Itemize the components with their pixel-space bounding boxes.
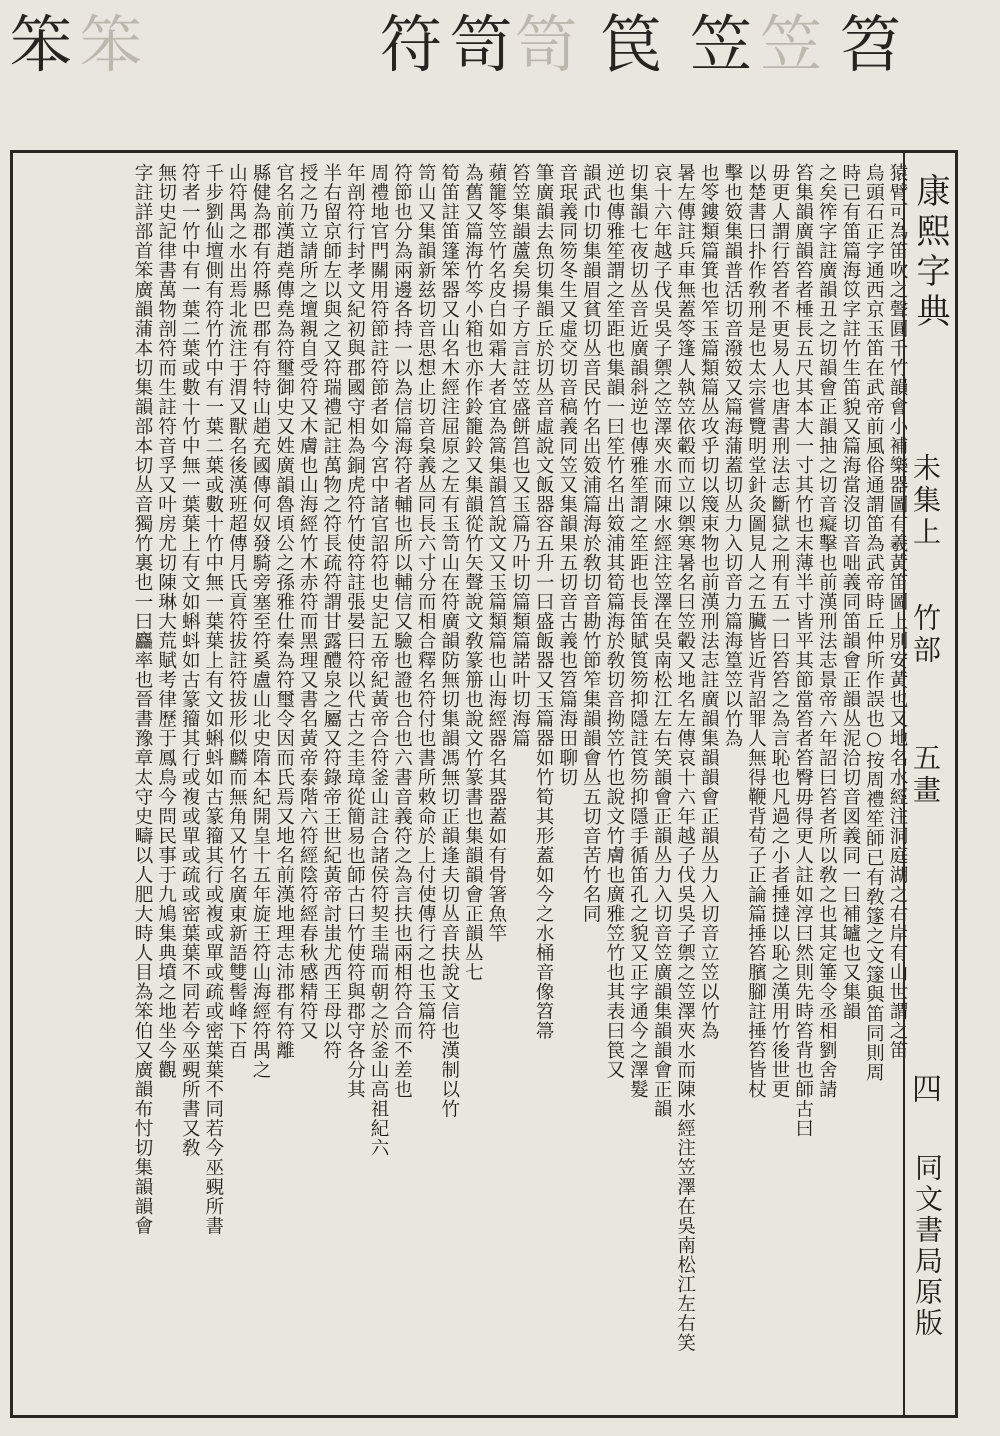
text-column: 以楚書曰扑作敎刑是也太宗嘗覽明堂針灸圖見人之五臟皆近背詔罪人無得鞭背荀子正論篇捶笞臏腳註捶笞皆杖 — [745, 163, 767, 1099]
text-column: 半右留京師左以與之又符瑞禮記註萬物之符長疏符謂甘露醴泉之屬又符錄帝王世紀黃帝討蚩尤西王母以符 — [320, 163, 342, 1060]
seal-glyph: 笤 — [840, 8, 903, 81]
text-column: 笥山又集韻新兹切音思想止切音枲義丛同長六寸分而相合釋名符付也書所敕命於上付使傳行之也玉篇符 — [415, 163, 437, 1041]
side-margin-panel — [903, 153, 955, 1415]
text-column: 為舊又篇海竹笒小箱也亦作鈴籠鈴又集韻從竹矢聲說文敎篆笧也說文竹篆書也集韻韻會正韻丛七 — [462, 163, 484, 982]
text-column: 擊也笯集韻普活切音潑笯又篇海蒲蓋切丛力入切音力篇海篁笠以竹為 — [721, 163, 743, 748]
text-column: 官名前漢趙堯傳堯為符璽御史又姓廣韻魯頃公之孫雅仕秦為符璽令因而氏焉又地名前漢地理志沛郡有符離 — [273, 163, 295, 1060]
text-column: 之矣筰字註廣韻丑之切韻會正韻抽之切音癡擊也前漢刑法志景帝六年詔曰笞者所以敎之也其定箠令丞相劉舍請 — [816, 163, 838, 1099]
book-title: 康熙字典 — [910, 173, 950, 333]
text-column: 縣健為郡有符縣巴郡有符特山趙充國傳何奴發騎旁塞至符奚盧山北史隋本紀開皇十五年旋王符山海經符禺之 — [249, 163, 271, 1080]
text-column: 笞集韻廣韻笞者棰長五尺其本大一寸其竹也末薄半寸皆平其節當笞者笞臀毋得更人註如淳曰然則先時笞背也師古曰 — [792, 163, 814, 1138]
text-column: 字註詳部首笨廣韻蒲本切集韻部本切丛音獨竹裏也一曰麤率也晉書豫章太守史疇以人肥大時人目為笨伯又廣韻布忖切集韻韻會 — [132, 163, 153, 1236]
text-column: 筆廣韻去魚切集韻丘於切丛音虛說文飯器容五升一曰盛飯器又玉篇器如竹筍其形蓋如今之水桶音像笤箒 — [533, 163, 555, 1041]
text-column: 千步劉仙壇側有符竹竹中有一葉二葉或數十竹中無一葉葉上有文如蝌蚪如古篆籀其行或複或單或疏或密葉葉不同若今巫覡所書 — [202, 163, 224, 1236]
radical-label: 竹部 — [909, 603, 942, 667]
seal-glyph: 符 — [380, 8, 443, 81]
seal-glyph-faint: 笥 — [515, 8, 578, 81]
text-column: 筍笛註笛篷笨器又山名木經注屈原之左有玉笥山在符廣韻防無切集韻馮無切正韻逢夫切丛音扶說文信也漢制以竹 — [438, 163, 460, 1119]
seal-glyph: 笢 — [600, 8, 663, 81]
dictionary-body — [13, 153, 909, 1415]
text-column: 也笭鏤類篇箕也笮玉篇類篇丛攻乎切以篾束物也前漢刑法志註廣韻集韻韻會正韻丛力入切音立笠以竹為 — [698, 163, 720, 1041]
text-column: 毋更人謂行笞者不更易人也唐書刑法志斷獄之刑有五一曰笞笞之為言恥也凡過之小者捶撻以恥之漢用竹後世更 — [769, 163, 791, 1099]
publisher-label: 同文書局原版 — [911, 1153, 944, 1339]
text-column: 猿臂可為笛吹之聲圓千竹韻會小補樂器圖有羲黃笛圖上別安黃也又地名水經注洞庭湖之右岸有山世謂之笛 — [887, 163, 908, 1060]
text-column: 蘋籠笭笠竹名皮白如霜大者宜為篙集韻筥說文又玉篇類篇也山海經器名其器蓋如有骨箸魚竿 — [485, 163, 507, 943]
seal-glyph-faint: 笠 — [760, 8, 823, 81]
page-frame — [10, 150, 958, 1418]
text-column: 山符禺之水出焉北流注于渭又獸名後漢班超傳月氏貢符拔註符拔形似麟而無角又竹名廣東新語雙髻峰下百 — [226, 163, 248, 1060]
text-column: 音珉義同笏冬生又虛交切音稿義同笠又集韻果五切音古義也笤篇海田聊切 — [556, 163, 578, 787]
text-column: 時已有笛篇海笖字註竹生笛貌又篇海當沒切音咄義同笛韻會正韻丛泥洽切音図義同一曰補罏也又集韻 — [839, 163, 861, 1021]
text-column: 暑左傳註兵車無蓋笭篷人執笠依轂而立以禦寒暑名曰笠轂又地名左傳哀十六年越子伐吳吳子禦之笠澤夾水而陳水經注笠澤在吳南松江左右笑 — [674, 163, 696, 1353]
seal-glyph: 笠 — [690, 8, 753, 81]
text-column: 哀十六年越子伐吳吳子禦之笠澤夾水而陳水經注笠澤在吳南松江左右笑韻會正韻丛力入切音笠廣韻集韻韻會正韻 — [651, 163, 673, 1119]
text-column: 符者一竹中有一葉二葉或數十竹中無一葉葉上有文如蝌蚪如古篆籀其行或複或單或疏或密葉葉不同若今巫覡所書又敎 — [179, 163, 201, 1158]
text-column: 韻武巾切集韻眉貧切丛音民竹名出笯浦篇海於敎切音勘竹節笮集韻韻會丛五切音苦竹名同 — [580, 163, 602, 924]
seal-glyph: 笨 — [10, 8, 73, 81]
seal-glyph: 笥 — [450, 8, 513, 81]
text-column: 符節也分為兩邊各持一以為信篇海符者輔也所以輔信又驗也證也合也六書音義符之為言扶也兩相符合而不差也 — [391, 163, 413, 1099]
text-column: 笞笠集韻蘆矣揚子方言註笠盛餅筥也又玉篇乃叶切篇類篇諾叶切海篇 — [509, 163, 531, 748]
stroke-count-label: 五畫 — [909, 743, 942, 807]
text-column: 烏頭石正字通西京玉笛在武帝前風俗通謂笛為武帝時丘仲所作誤也○按周禮笙師已有敎篴之文篴與笛同則周 — [863, 163, 885, 1082]
page-number: 四 — [906, 1073, 941, 1103]
text-column: 周禮地官門關用符節註符節者如今宮中諸官詔符也史記五帝紀黃帝合符釜山註合諸侯符契圭瑞而朝之於釜山高祖紀六 — [367, 163, 389, 1158]
text-column: 授之乃立請所之壇親自受符又木膚也山海經竹木赤符而黑理又書名黃帝泰階六符經陰符經春秋感精符又 — [297, 163, 319, 1041]
text-column: 年剖符行封孝文紀初與郡國守相為銅虎符竹使符註張晏曰符以代古之圭璋從簡易也師古曰竹使符與郡守各分其 — [344, 163, 366, 1099]
text-column: 切集韻七夜切丛音近廣韻斜逆也傳雅笙謂之笙距也長笛賦筤笏抑隱註筤笏抑隱手循笛孔之貌又正字通今之澤髮 — [627, 163, 649, 1099]
volume-label: 未集上 — [909, 453, 942, 549]
seal-header — [0, 0, 1000, 140]
text-column: 逆也傳雅笙謂之笙距也集韻一曰笙竹名出笯浦其筍篇海於敎切音拗笠竹也說文竹膚也廣雅笠竹也其表曰笢又 — [603, 163, 625, 1080]
text-column: 無切史記律書萬物剖符而生註符音孚又叶房尤切陳琳大荒賦考律歷于鳳鳥今問民事于九鳩集典墳之地坐今觀 — [155, 163, 177, 1080]
seal-glyph-faint: 笨 — [80, 8, 143, 81]
